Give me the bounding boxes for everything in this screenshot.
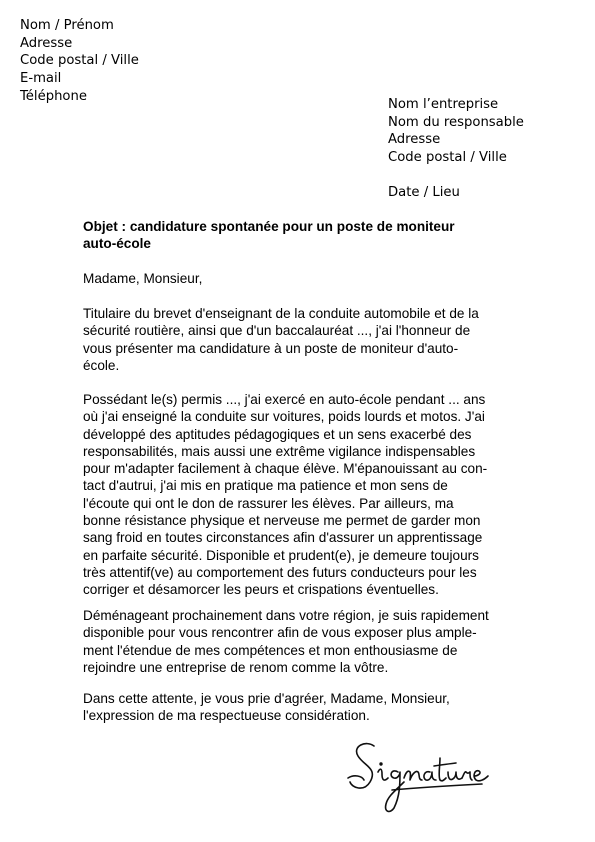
recipient-company: Nom l’entreprise bbox=[388, 97, 499, 112]
paragraph-line: école. bbox=[83, 357, 120, 373]
paragraph-closing bbox=[83, 690, 543, 725]
sender-address: Adresse bbox=[20, 35, 73, 51]
paragraph-line: corriger et désamorcer les peurs et crispations éventuelles. bbox=[83, 582, 439, 598]
paragraph-line: responsabilités, mais aussi une extrême vigilance indispensables bbox=[83, 443, 476, 459]
paragraph-qualifications bbox=[83, 305, 543, 374]
sender-email: E-mail bbox=[20, 71, 62, 87]
subject-line-1: Objet : candidature spontanée pour un poste de moniteur bbox=[83, 219, 455, 234]
subject-line bbox=[83, 218, 543, 253]
paragraph-line: en parfaite sécurité. Disponible et prudent(e), je demeure toujours bbox=[83, 547, 479, 563]
sender-postal-city: Code postal / Ville bbox=[20, 53, 139, 69]
paragraph-line: où j'ai enseigné la conduite sur voitures, poids lourds et motos. J'ai bbox=[83, 409, 485, 425]
paragraph-line: disponible pour vous rencontrer afin de vous exposer plus ample- bbox=[83, 625, 477, 641]
recipient-block bbox=[388, 96, 524, 166]
paragraph-line: vous présenter ma candidature à un poste de moniteur d'auto- bbox=[83, 340, 459, 356]
paragraph-line: Dans cette attente, je vous prie d'agréer, Madame, Monsieur, bbox=[83, 691, 450, 706]
paragraph-line: pour m'adapter facilement à chaque élève. M'épanouissant au con- bbox=[83, 461, 488, 477]
paragraph-line: ment l'étendue de mes compétences et mon enthousiasme de bbox=[83, 642, 458, 658]
subject-line-2: auto-école bbox=[83, 236, 151, 252]
sender-phone: Téléphone bbox=[20, 88, 87, 104]
sender-block bbox=[20, 17, 139, 106]
paragraph-line: Possédant le(s) permis ..., j'ai exercé en auto-école pendant ... ans bbox=[83, 392, 486, 407]
paragraph-line: sang froid en toutes circonstances afin d'assurer un apprentissage bbox=[83, 530, 483, 546]
paragraph-line: l'expression de ma respectueuse considération. bbox=[83, 708, 370, 724]
sender-name: Nom / Prénom bbox=[20, 18, 114, 33]
paragraph-line: Déménageant prochainement dans votre région, je suis rapidement bbox=[83, 608, 489, 623]
paragraph-availability bbox=[83, 607, 543, 676]
date-place: Date / Lieu bbox=[388, 185, 460, 200]
paragraph-line: bonne résistance physique et nerveuse me permet de garder mon bbox=[83, 513, 481, 529]
paragraph-line: tact d'autrui, j'ai mis en pratique ma patience et mon sens de bbox=[83, 478, 448, 494]
recipient-postal-city: Code postal / Ville bbox=[388, 149, 507, 165]
paragraph-experience bbox=[83, 391, 543, 599]
paragraph-line: l'écoute qui ont le don de rassurer les élèves. Par ailleurs, ma bbox=[83, 495, 454, 511]
recipient-address: Adresse bbox=[388, 132, 441, 147]
paragraph-line: sécurité routière, ainsi que d'un baccalauréat ..., j'ai l'honneur de bbox=[83, 323, 471, 339]
paragraph-line: très attentif(ve) au comportement des futurs conducteurs pour les bbox=[83, 564, 477, 580]
recipient-manager: Nom du responsable bbox=[388, 114, 524, 130]
paragraph-line: Titulaire du brevet d'enseignant de la conduite automobile et de la bbox=[83, 306, 479, 321]
salutation: Madame, Monsieur, bbox=[83, 271, 203, 286]
handwritten-signature bbox=[344, 738, 494, 816]
paragraph-line: développé des aptitudes pédagogiques et un sens exacerbé des bbox=[83, 426, 472, 442]
paragraph-line: rejoindre une entreprise de renom comme la vôtre. bbox=[83, 659, 389, 675]
